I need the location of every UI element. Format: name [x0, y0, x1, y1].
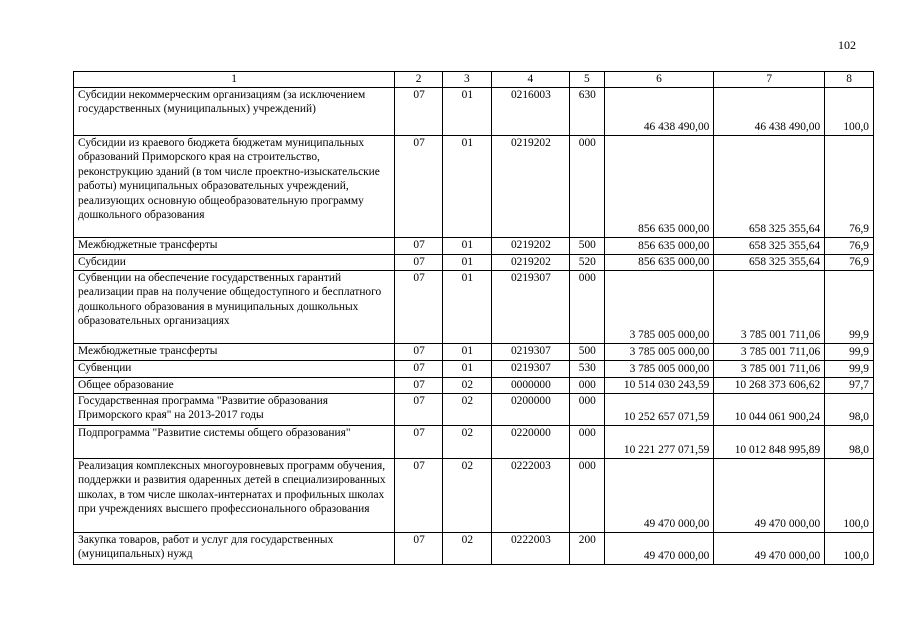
expense-type-code: 500: [570, 237, 605, 254]
expense-type-code: 000: [570, 377, 605, 393]
subsection-code: 02: [442, 425, 491, 458]
table-row: [74, 237, 874, 254]
expense-type-code: 530: [570, 360, 605, 377]
executed-amount: 3 785 001 711,06: [714, 343, 825, 360]
target-article-code: 0222003: [491, 532, 569, 564]
table-row: [74, 87, 874, 135]
target-article-code: 0219202: [491, 237, 569, 254]
execution-percent: 98,0: [825, 393, 874, 425]
section-code: 07: [395, 135, 443, 237]
approved-amount: 10 514 030 243,59: [604, 377, 714, 393]
execution-percent: 97,7: [825, 377, 874, 393]
subsection-code: 01: [442, 135, 491, 237]
table-row: [74, 254, 874, 270]
execution-percent: 99,9: [825, 270, 874, 343]
row-name: Подпрограмма "Развитие системы общего образования": [74, 425, 395, 458]
approved-amount: 49 470 000,00: [604, 532, 714, 564]
section-code: 07: [395, 254, 443, 270]
row-name: Государственная программа "Развитие образования Приморского края" на 2013-2017 годы: [74, 393, 395, 425]
row-name: Межбюджетные трансферты: [74, 237, 395, 254]
subsection-code: 01: [442, 87, 491, 135]
executed-amount: 658 325 355,64: [714, 135, 825, 237]
row-name: Субвенции: [74, 360, 395, 377]
approved-amount: 3 785 005 000,00: [604, 270, 714, 343]
approved-amount: 856 635 000,00: [604, 135, 714, 237]
execution-percent: 76,9: [825, 237, 874, 254]
subsection-code: 01: [442, 237, 491, 254]
section-code: 07: [395, 87, 443, 135]
approved-amount: 49 470 000,00: [604, 458, 714, 532]
execution-percent: 100,0: [825, 532, 874, 564]
target-article-code: 0222003: [491, 458, 569, 532]
column-header: 8: [825, 72, 874, 88]
row-name: Общее образование: [74, 377, 395, 393]
executed-amount: 3 785 001 711,06: [714, 360, 825, 377]
target-article-code: 0000000: [491, 377, 569, 393]
table-row: [74, 377, 874, 393]
executed-amount: 658 325 355,64: [714, 237, 825, 254]
approved-amount: 46 438 490,00: [604, 87, 714, 135]
executed-amount: 10 044 061 900,24: [714, 393, 825, 425]
execution-percent: 76,9: [825, 254, 874, 270]
expense-type-code: 000: [570, 458, 605, 532]
expense-type-code: 500: [570, 343, 605, 360]
section-code: 07: [395, 360, 443, 377]
section-code: 07: [395, 393, 443, 425]
table-row: [74, 360, 874, 377]
row-name: Закупка товаров, работ и услуг для государственных (муниципальных) нужд: [74, 532, 395, 564]
target-article-code: 0216003: [491, 87, 569, 135]
target-article-code: 0219307: [491, 343, 569, 360]
target-article-code: 0219202: [491, 135, 569, 237]
execution-percent: 98,0: [825, 425, 874, 458]
executed-amount: 49 470 000,00: [714, 532, 825, 564]
row-name: Субсидии из краевого бюджета бюджетам муниципальных образований Приморского края на строительство, реконструкцию зданий (в том числе проектно-изыскательские работы) муниципальных образовательных учреждений, реализующих основную общеобразовательную программу дошкольного образования: [74, 135, 395, 237]
approved-amount: 10 221 277 071,59: [604, 425, 714, 458]
subsection-code: 01: [442, 254, 491, 270]
column-header: 1: [74, 72, 395, 88]
target-article-code: 0219307: [491, 360, 569, 377]
table-row: [74, 532, 874, 564]
table-row: [74, 393, 874, 425]
column-header: 6: [604, 72, 714, 88]
executed-amount: 10 012 848 995,89: [714, 425, 825, 458]
table-row: [74, 135, 874, 237]
column-header: 4: [491, 72, 569, 88]
expense-type-code: 000: [570, 270, 605, 343]
subsection-code: 02: [442, 458, 491, 532]
execution-percent: 76,9: [825, 135, 874, 237]
subsection-code: 02: [442, 377, 491, 393]
column-header: 7: [714, 72, 825, 88]
target-article-code: 0219202: [491, 254, 569, 270]
approved-amount: 856 635 000,00: [604, 254, 714, 270]
approved-amount: 856 635 000,00: [604, 237, 714, 254]
table-row: [74, 458, 874, 532]
row-name: Субвенции на обеспечение государственных гарантий реализации прав на получение общедоступного и бесплатного дошкольного образования в муниципальных дошкольных образовательных организациях: [74, 270, 395, 343]
target-article-code: 0220000: [491, 425, 569, 458]
approved-amount: 10 252 657 071,59: [604, 393, 714, 425]
section-code: 07: [395, 343, 443, 360]
subsection-code: 01: [442, 360, 491, 377]
table-row: [74, 270, 874, 343]
execution-percent: 99,9: [825, 360, 874, 377]
row-name: Субсидии: [74, 254, 395, 270]
expense-type-code: 000: [570, 135, 605, 237]
column-header: 3: [442, 72, 491, 88]
executed-amount: 10 268 373 606,62: [714, 377, 825, 393]
section-code: 07: [395, 532, 443, 564]
executed-amount: 3 785 001 711,06: [714, 270, 825, 343]
subsection-code: 01: [442, 270, 491, 343]
table-row: [74, 425, 874, 458]
section-code: 07: [395, 458, 443, 532]
target-article-code: 0219307: [491, 270, 569, 343]
execution-percent: 99,9: [825, 343, 874, 360]
section-code: 07: [395, 425, 443, 458]
executed-amount: 46 438 490,00: [714, 87, 825, 135]
expense-type-code: 000: [570, 393, 605, 425]
column-header: 2: [395, 72, 443, 88]
row-name: Межбюджетные трансферты: [74, 343, 395, 360]
table-header-row: [74, 72, 874, 88]
executed-amount: 658 325 355,64: [714, 254, 825, 270]
execution-percent: 100,0: [825, 87, 874, 135]
row-name: Субсидии некоммерческим организациям (за исключением государственных (муниципальных) учреждений): [74, 87, 395, 135]
page-number: 102: [838, 38, 856, 52]
section-code: 07: [395, 237, 443, 254]
expense-type-code: 000: [570, 425, 605, 458]
section-code: 07: [395, 270, 443, 343]
table-row: [74, 343, 874, 360]
subsection-code: 02: [442, 393, 491, 425]
budget-table: [73, 71, 874, 565]
approved-amount: 3 785 005 000,00: [604, 343, 714, 360]
execution-percent: 100,0: [825, 458, 874, 532]
row-name: Реализация комплексных многоуровневых программ обучения, поддержки и развития одаренных детей в специализированных школах, в том числе школах-интернатах и профильных школах при учреждениях высшего профессионального образования: [74, 458, 395, 532]
executed-amount: 49 470 000,00: [714, 458, 825, 532]
expense-type-code: 630: [570, 87, 605, 135]
column-header: 5: [570, 72, 605, 88]
approved-amount: 3 785 005 000,00: [604, 360, 714, 377]
subsection-code: 02: [442, 532, 491, 564]
expense-type-code: 200: [570, 532, 605, 564]
subsection-code: 01: [442, 343, 491, 360]
section-code: 07: [395, 377, 443, 393]
target-article-code: 0200000: [491, 393, 569, 425]
expense-type-code: 520: [570, 254, 605, 270]
